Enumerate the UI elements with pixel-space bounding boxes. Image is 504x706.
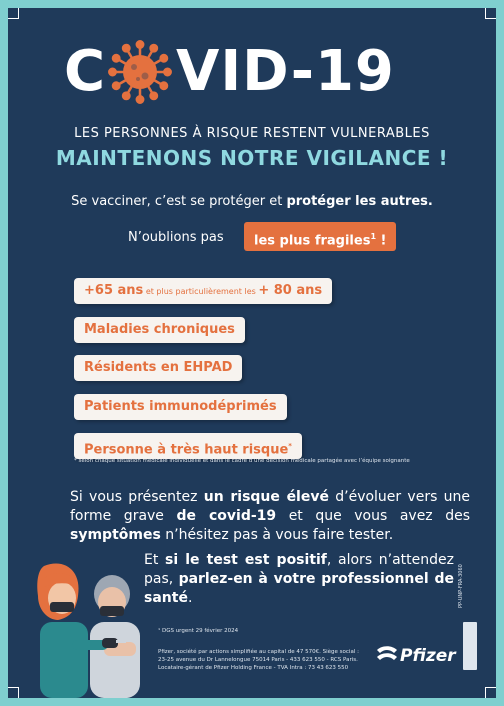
virus-icon (108, 40, 172, 104)
fragile-pill-end: ! (376, 233, 387, 249)
virus-spike-tip (137, 41, 143, 47)
fragile-pill-sup: 1 (370, 232, 377, 241)
crop-mark (8, 8, 19, 19)
group-pill-high-risk (74, 433, 302, 459)
headline: MAINTENONS NOTRE VIGILANCE ! (55, 146, 449, 170)
group-pill-age (74, 278, 332, 304)
p2-t1: Et (144, 552, 166, 568)
dgs-note: ¹ DGS urgent 29 février 2024 (158, 628, 239, 634)
logo-letter-c: C (64, 39, 107, 104)
p1-b2: de covid-19 (176, 508, 277, 524)
p2-t2: , alors n’attendez pas, (144, 552, 454, 587)
poster (8, 8, 496, 698)
footnote-star: * selon chaque situation médicale individuelle et dans le cadre d’une décision médicale partagée avec l’équipe soignante (74, 458, 410, 464)
p1-t2: d’évoluer vers une forme grave (70, 489, 470, 524)
fragile-pill-label: les plus fragiles (254, 233, 371, 249)
virus-spike-tip (109, 69, 115, 75)
forgot-text: N’oublions pas (128, 230, 224, 245)
legal-line: 23-25 avenue du Dr Lannelongue 75014 Paris - 433 623 550 - RCS Paris. (158, 657, 358, 663)
pfizer-logo (374, 640, 454, 670)
p2-b2: parlez-en à votre professionnel de santé (144, 571, 454, 606)
crop-mark (485, 8, 496, 19)
virus-spike-tip (137, 96, 143, 102)
virus-spike-tip (151, 93, 157, 99)
p1-t4: n’hésitez pas à vous faire tester. (160, 527, 394, 543)
virus-spike-tip (161, 55, 167, 61)
logo-text: VID-19 (176, 39, 395, 104)
tagline-text: Se vacciner, c’est se protéger et (71, 194, 287, 209)
virus-spike-tip (123, 45, 129, 51)
nurse-patient-illustration (20, 556, 156, 698)
virus-spike-tip (164, 69, 170, 75)
recycling-badge (463, 622, 477, 670)
crop-mark (8, 687, 19, 698)
p1-b3: symptômes (70, 527, 161, 543)
group-high-risk-sup: * (288, 442, 292, 450)
p1-t1: Si vous présentez (70, 489, 204, 505)
crop-mark (485, 687, 496, 698)
virus-spike-tip (113, 55, 119, 61)
covid-19-logo (64, 38, 404, 106)
group-pill-ehpad: Résidents en EHPAD (74, 355, 242, 381)
group-pill-chronic: Maladies chroniques (74, 317, 245, 343)
legal-line: Locataire-gérant de Pfizer Holding France - TVA Intra : 73 43 623 550 (158, 665, 349, 671)
subtitle: LES PERSONNES À RISQUE RESTENT VULNERABLES (74, 126, 430, 141)
fragile-pill (244, 222, 396, 251)
tagline (8, 194, 496, 209)
p2-t3: . (187, 590, 193, 606)
group-pill-immuno: Patients immunodéprimés (74, 394, 287, 420)
p2-b1: si le test est positif (165, 552, 327, 568)
virus-spike-tip (161, 83, 167, 89)
p1-t3: et que vous avez des (276, 508, 471, 524)
legal-line: Pfizer, société par actions simplifiée au capital de 47 570€. Siège social : (158, 649, 359, 655)
p1-b1: un risque élevé (203, 489, 329, 505)
group-age-b: + 80 ans (258, 283, 323, 298)
group-age-small: et plus particulièrement les (143, 287, 259, 296)
group-high-risk-label: Personne à très haut risque (84, 442, 289, 458)
virus-spike-tip (123, 93, 129, 99)
tagline-bold: protéger les autres. (286, 194, 433, 209)
virus-spike-tip (151, 45, 157, 51)
group-age-a: +65 ans (84, 283, 144, 298)
reference-code: PP-UNP-FRA-3060 (458, 564, 464, 608)
paragraph-positive (144, 551, 454, 608)
pfizer-mark-icon (374, 642, 400, 668)
paragraph-risk (70, 488, 470, 545)
virus-spike-tip (113, 83, 119, 89)
legal-notice (158, 648, 368, 672)
pfizer-wordmark: Pfizer (400, 646, 456, 666)
